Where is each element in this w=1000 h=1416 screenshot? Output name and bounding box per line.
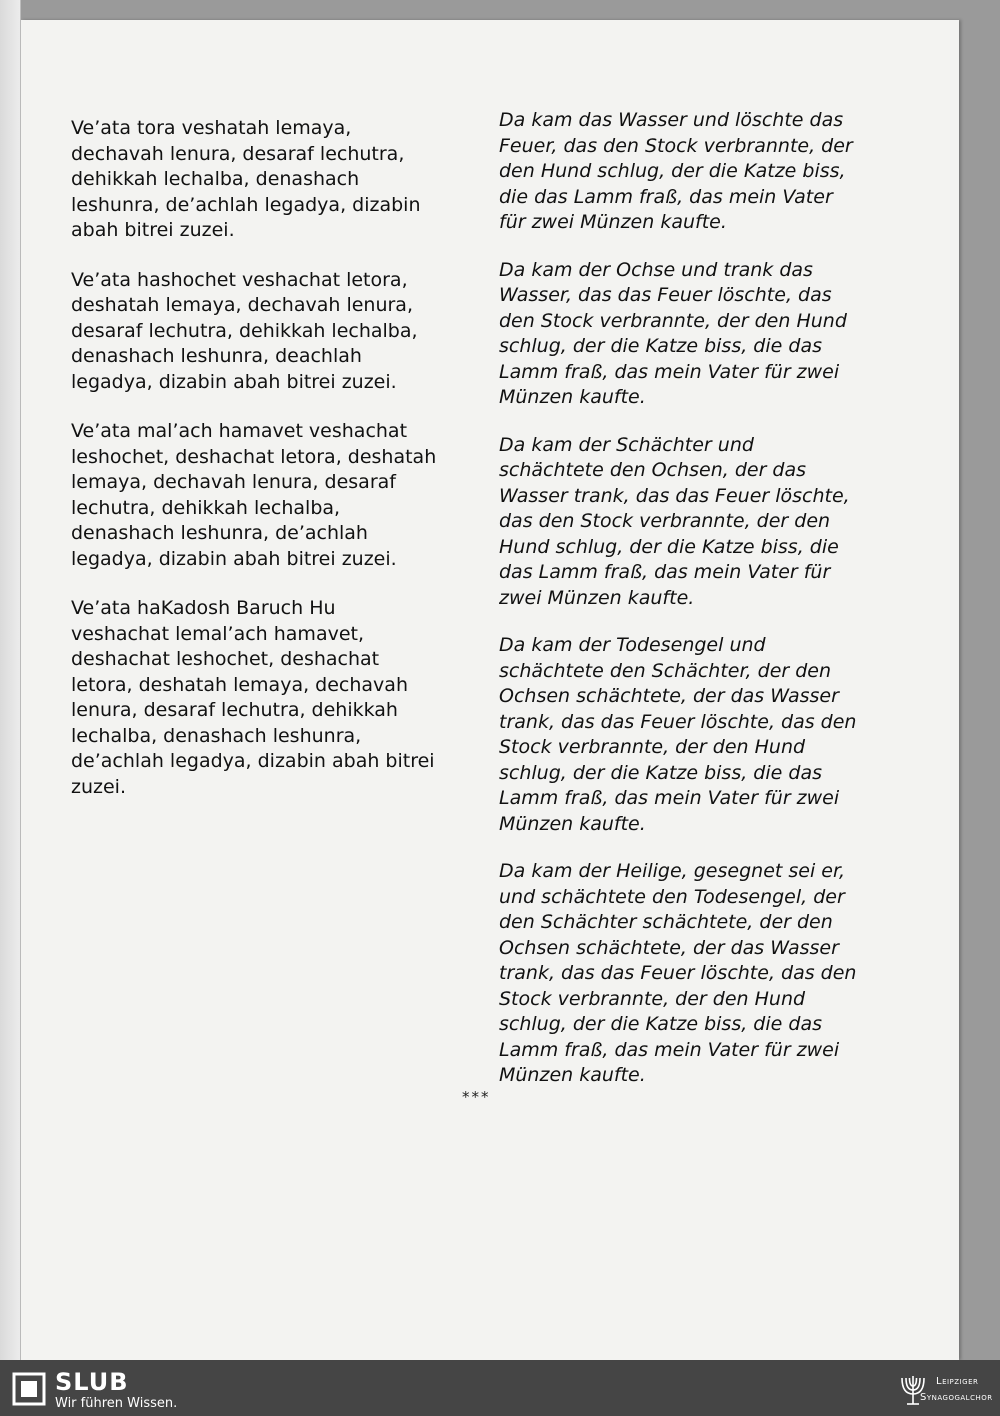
german-line: die das Lamm fraß, das mein Vater	[499, 185, 833, 208]
german-line: den Schächter schächtete, der den	[499, 911, 833, 933]
german-line: das den Stock verbrannte, der den	[499, 510, 831, 532]
german-line: trank, das das Feuer löschte, das den	[499, 962, 857, 984]
hebrew-line: Ve’ata hashochet veshachat letora,	[71, 268, 408, 291]
hebrew-paragraph	[71, 116, 491, 244]
german-line: Da kam der Todesengel und	[499, 634, 766, 656]
german-paragraph	[499, 859, 919, 1089]
german-line: Münzen kaufte.	[499, 812, 646, 835]
hebrew-line: leshunra, de’achlah legadya, dizabin	[71, 193, 421, 216]
hebrew-paragraph	[71, 419, 491, 572]
german-line: und schächtete den Todesengel, der	[499, 885, 845, 908]
german-line: Ochsen schächtete, der das Wasser	[499, 936, 839, 959]
choir-name-line2: Synagogalchor	[920, 1392, 993, 1403]
german-line: Stock verbrannte, der den Hund	[499, 987, 806, 1010]
german-paragraph	[499, 433, 919, 612]
hebrew-line: dehikkah lechalba, denashach	[71, 168, 360, 190]
german-line: Münzen kaufte.	[499, 386, 646, 408]
hebrew-line: Ve’ata tora veshatah lemaya,	[71, 117, 352, 139]
hebrew-transliteration-column	[71, 116, 491, 824]
binding-edge	[0, 0, 21, 1360]
german-line: das Lamm fraß, das mein Vater für	[499, 561, 831, 583]
slub-logo-icon[interactable]	[12, 1372, 46, 1406]
german-paragraph	[499, 108, 919, 236]
hebrew-line: Ve’ata mal’ach hamavet veshachat	[71, 420, 408, 442]
german-line: Da kam der Schächter und	[499, 433, 754, 456]
german-line: Da kam der Ochse und trank das	[499, 258, 813, 281]
hebrew-line: lechutra, dehikkah lechalba,	[71, 496, 341, 519]
german-paragraph	[499, 633, 919, 837]
hebrew-line: zuzei.	[71, 775, 126, 798]
hebrew-line: desaraf lechutra, dehikkah lechalba,	[71, 319, 418, 342]
german-line: Feuer, das den Stock verbrannte, der	[499, 134, 853, 157]
hebrew-line: denashach leshunra, de’achlah	[71, 522, 368, 544]
german-line: Lamm fraß, das mein Vater für zwei	[499, 787, 840, 809]
german-line: Da kam der Heilige, gesegnet sei er,	[499, 860, 846, 882]
german-translation-column	[499, 108, 919, 1111]
german-line: Lamm fraß, das mein Vater für zwei	[499, 360, 840, 383]
slub-tagline: Wir führen Wissen.	[55, 1396, 178, 1411]
hebrew-paragraph	[71, 268, 491, 396]
german-line: Lamm fraß, das mein Vater für zwei	[499, 1038, 840, 1061]
menorah-icon	[898, 1370, 928, 1410]
german-line: schächtete den Schächter, der den	[499, 659, 832, 682]
hebrew-line: lechalba, denashach leshunra,	[71, 724, 362, 747]
german-line: Münzen kaufte.	[499, 1064, 646, 1086]
hebrew-line: legadya, dizabin abah bitrei zuzei.	[71, 547, 397, 570]
hebrew-line: abah bitrei zuzei.	[71, 219, 235, 241]
german-line: Wasser trank, das das Feuer löschte,	[499, 484, 850, 507]
german-line: Stock verbrannte, der den Hund	[499, 736, 806, 758]
hebrew-line: veshachat lemal’ach hamavet,	[71, 622, 365, 645]
hebrew-line: lemaya, dechavah lenura, desaraf	[71, 471, 396, 493]
hebrew-line: dechavah lenura, desaraf lechutra,	[71, 142, 405, 165]
german-line: trank, das das Feuer löschte, das den	[499, 710, 857, 733]
choir-name-line1: Leipziger	[936, 1376, 979, 1387]
german-line: Ochsen schächtete, der das Wasser	[499, 685, 839, 707]
hebrew-line: deshatah lemaya, dechavah lenura,	[71, 294, 413, 316]
hebrew-paragraph	[71, 596, 491, 800]
german-line: den Stock verbrannte, der den Hund	[499, 309, 847, 332]
section-separator: ***	[462, 1088, 491, 1106]
german-line: für zwei Münzen kaufte.	[499, 211, 727, 233]
hebrew-line: de’achlah legadya, dizabin abah bitrei	[71, 750, 435, 772]
german-line: Wasser, das das Feuer löschte, das	[499, 284, 832, 306]
footer-bar	[0, 1360, 1000, 1416]
hebrew-line: Ve’ata haKadosh Baruch Hu	[71, 597, 336, 619]
german-line: zwei Münzen kaufte.	[499, 586, 695, 609]
document-page	[21, 20, 959, 1360]
german-line: schlug, der die Katze biss, die das	[499, 1013, 822, 1035]
hebrew-line: letora, deshatah lemaya, dechavah	[71, 673, 408, 696]
german-paragraph	[499, 258, 919, 411]
german-line: schächtete den Ochsen, der das	[499, 459, 807, 481]
german-line: den Hund schlug, der die Katze biss,	[499, 160, 846, 182]
hebrew-line: denashach leshunra, deachlah	[71, 345, 362, 367]
german-line: Da kam das Wasser und löschte das	[499, 109, 844, 131]
german-line: Hund schlug, der die Katze biss, die	[499, 535, 839, 558]
hebrew-line: lenura, desaraf lechutra, dehikkah	[71, 699, 398, 721]
slub-name[interactable]: SLUB	[55, 1368, 129, 1396]
german-line: schlug, der die Katze biss, die das	[499, 335, 822, 357]
hebrew-line: deshachat leshochet, deshachat	[71, 648, 380, 670]
german-line: schlug, der die Katze biss, die das	[499, 761, 822, 784]
hebrew-line: legadya, dizabin abah bitrei zuzei.	[71, 370, 397, 393]
hebrew-line: leshochet, deshachat letora, deshatah	[71, 445, 437, 468]
